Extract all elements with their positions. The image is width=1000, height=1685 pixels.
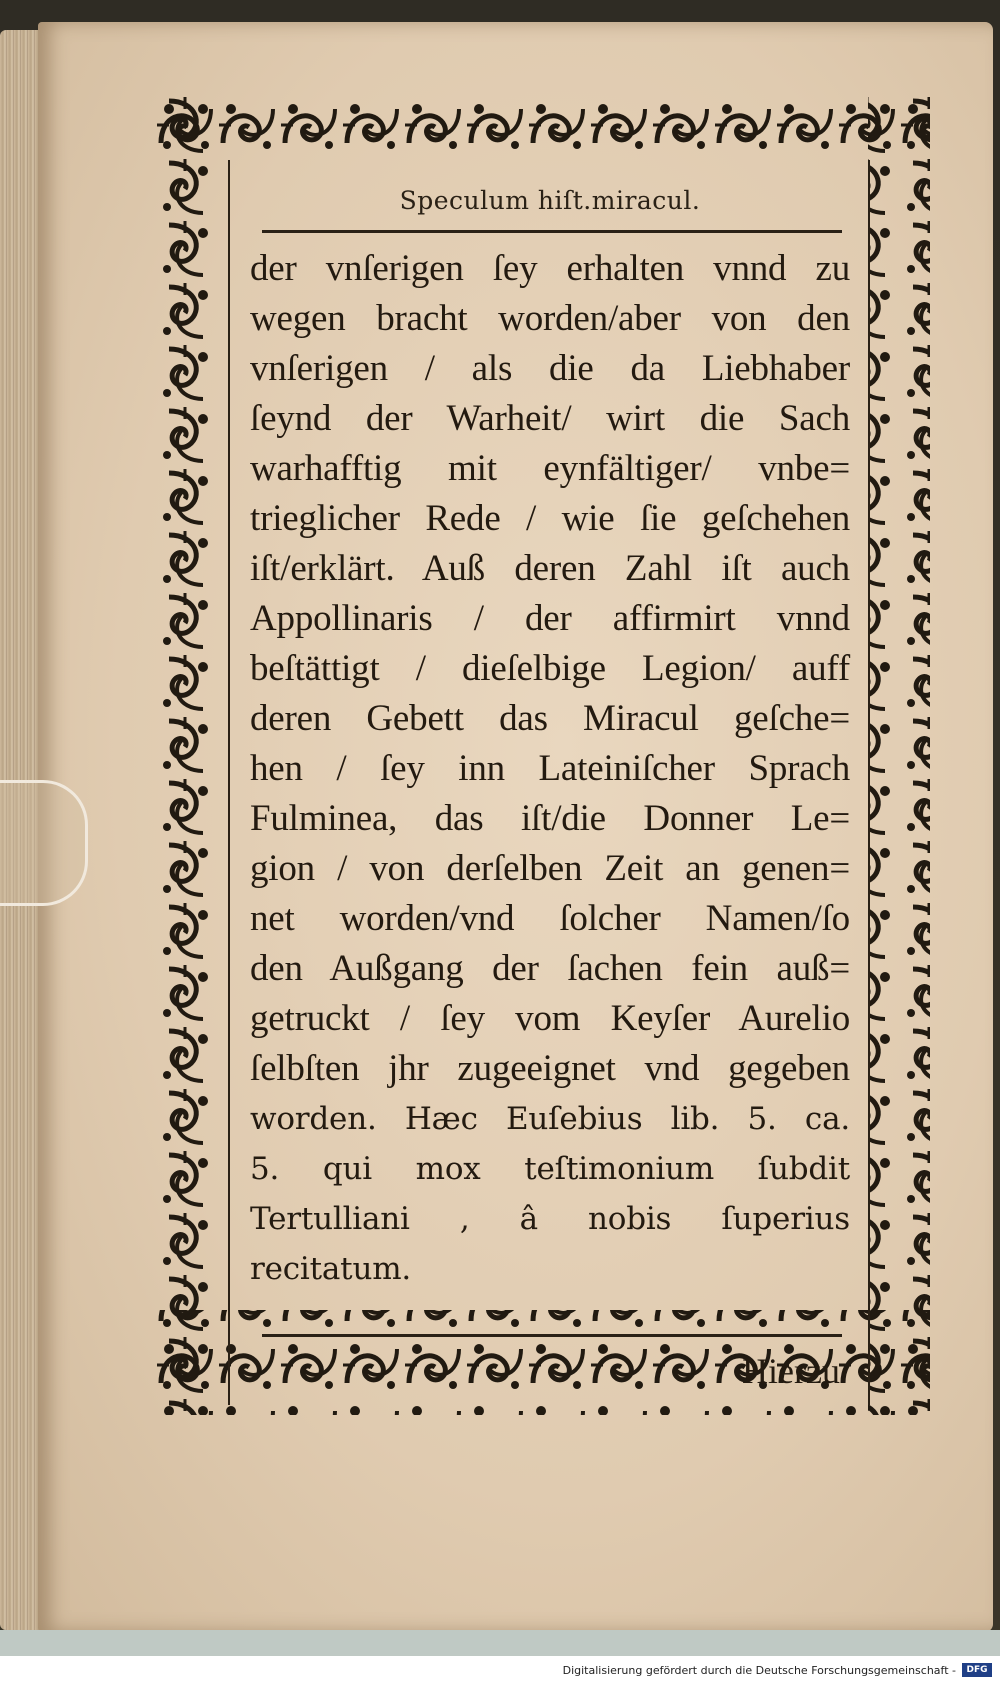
text-line: ſelbſten jhr zugeeignet vnd gegeben xyxy=(250,1048,850,1089)
text-line: warhafftig mit eynfältiger/ vnbe= xyxy=(250,448,850,489)
text-line: worden. Hæc Euſebius lib. 5. ca. xyxy=(250,1101,850,1137)
text-line: Appollinaris / der affirmirt vnnd xyxy=(250,598,850,639)
running-head: Speculum hiſt.miracul. xyxy=(399,186,701,215)
text-line: hen / ſey inn Lateiniſcher Sprach xyxy=(250,748,850,789)
scan-edge xyxy=(0,1630,1000,1656)
text-line: iſt/erklärt. Auß deren Zahl iſt auch xyxy=(250,548,850,589)
text-line: beſtättigt / dieſelbige Legion/ auff xyxy=(250,648,850,689)
text-line: getruckt / ſey vom Keyſer Aurelio xyxy=(250,998,850,1039)
text-line: 5. qui mox teſtimonium ſubdit xyxy=(250,1151,850,1187)
digitization-credit: Digitalisierung gefördert durch die Deutsche Forschungsgemeinschaft - xyxy=(562,1664,956,1677)
text-line: trieglicher Rede / wie ſie geſchehen xyxy=(250,498,850,539)
text-line: der vnſerigen ſey erhalten vnnd zu xyxy=(250,248,850,289)
text-line: gion / von derſelben Zeit an genen= xyxy=(250,848,850,889)
body-text xyxy=(250,244,850,1294)
text-line: den Außgang der ſachen fein auß= xyxy=(250,948,850,989)
text-line: Fulminea, das iſt/die Donner Le= xyxy=(250,798,850,839)
text-line: vnſerigen / als die da Liebhaber xyxy=(250,348,850,389)
header-rule xyxy=(262,230,842,233)
catchword: Hierzu xyxy=(742,1351,840,1391)
text-line: Tertulliani , â nobis ſuperius xyxy=(250,1201,850,1237)
text-line: recitatum. xyxy=(250,1251,412,1287)
text-line: net worden/vnd ſolcher Namen/ſo xyxy=(250,898,850,939)
footer-rule xyxy=(262,1334,842,1337)
bookmark-strap xyxy=(0,780,88,906)
text-line: ſeynd der Warheit/ wirt die Sach xyxy=(250,398,850,439)
text-line: deren Gebett das Miracul geſche= xyxy=(250,698,850,739)
dfg-logo: DFG xyxy=(962,1663,992,1677)
text-line: wegen bracht worden/aber von den xyxy=(250,298,850,339)
